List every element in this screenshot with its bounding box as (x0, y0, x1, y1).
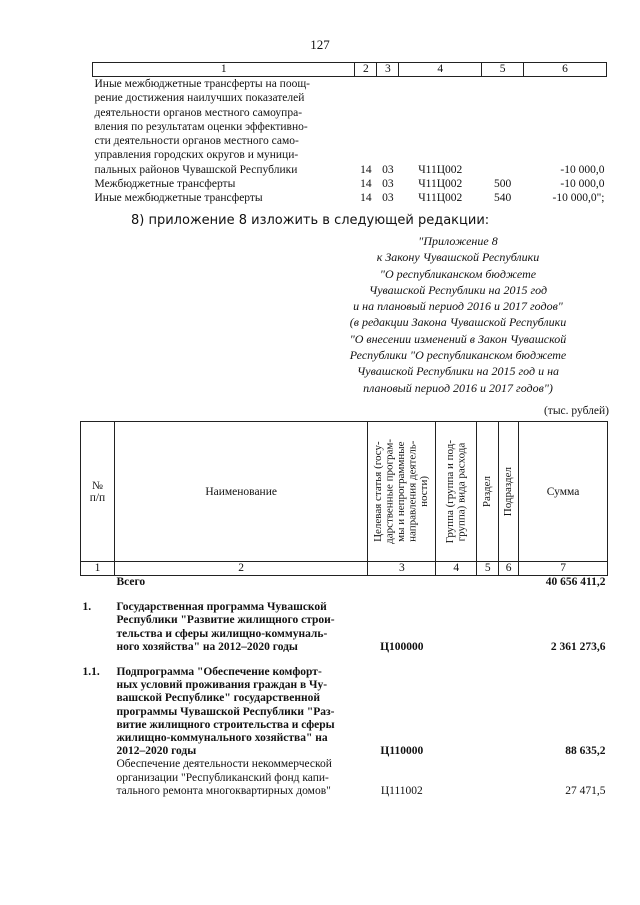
col-number: 3 (368, 562, 436, 576)
section-cell: 14 (360, 178, 372, 191)
target-cell: Ч11Ц002 (418, 163, 463, 176)
table-row (81, 758, 608, 798)
col-number: 6 (524, 63, 607, 77)
annex-line: (в редакции Закона Чувашской Республики (349, 315, 567, 330)
header-name: Наименование (114, 422, 367, 562)
header-section: Раздел (477, 422, 499, 562)
column-number-row (93, 63, 607, 77)
header-subsection: Подраздел (499, 422, 519, 562)
col-number: 2 (355, 63, 377, 77)
sum-cell: -10 000,0 (560, 163, 605, 176)
col-number: 1 (93, 63, 355, 77)
row-name: Подпрограмма "Обеспечение комфорт- ных условий проживания граждан в Чу- вашской Республике" государственной программы Чувашской Республики "Раз- витие жилищного строительства и сферы жилищно-коммунального хозяйства" на 2012–2020 годы (116, 666, 335, 758)
header-sum: Сумма (519, 422, 608, 562)
col-number: 2 (114, 562, 367, 576)
subsection-cell: 03 (382, 178, 394, 191)
target-cell: Ч11Ц002 (418, 192, 463, 205)
group-cell (482, 77, 524, 178)
header-expense-group: Группа (группа и под- группа) вида расхода (436, 422, 477, 562)
table-header-row (81, 422, 608, 562)
annex-line: Чувашской Республики на 2015 год (368, 282, 548, 297)
table-row (81, 601, 608, 654)
col-number: 5 (482, 63, 524, 77)
row-name: Иные межбюджетные трансферты на поощ- рение достижения наилучших показателей деятельности органов местного самоупра- вления по результатам оценки эффективно- сти деятельности органов местного само- управления городских округов и муници- пальных районов Чувашской Республики (94, 78, 311, 176)
subsection-cell: 03 (382, 163, 394, 176)
table-row (93, 177, 607, 191)
unit-label: (тыс. рублей) (543, 405, 609, 417)
header-target-article: Целевая статья (госу- дарственные програм- мы и непрограммные направления деятель- ности) (368, 422, 436, 562)
table-row (81, 666, 608, 758)
annex-line: к Закону Чувашской Республики (376, 250, 540, 265)
col-number: 1 (81, 562, 115, 576)
row-number: 1.1. (82, 666, 100, 679)
total-value: 40 656 411,2 (545, 576, 606, 588)
col-number: 6 (499, 562, 519, 576)
annex-line: "О внесении изменений в Закон Чувашской (349, 331, 567, 346)
section-cell: 14 (360, 163, 372, 176)
target-cell: Ч11Ц002 (418, 178, 463, 191)
subsection-cell: 03 (382, 192, 394, 205)
row-name: Иные межбюджетные трансферты (94, 192, 263, 205)
amendment-text: 8) приложение 8 изложить в следующей редакции: (131, 213, 490, 228)
sum-cell: 27 471,5 (565, 784, 606, 797)
row-name: Обеспечение деятельности некоммерческой организации "Республиканский фонд капи- тального ремонта многоквартирных домов" (116, 758, 332, 797)
annex-line: и на плановый период 2016 и 2017 годов" (353, 299, 563, 314)
row-number: 1. (82, 601, 92, 614)
annex-line: "Приложение 8 (418, 234, 498, 248)
annex-line: Республики "О республиканском бюджете (349, 348, 567, 363)
col-number: 4 (399, 63, 482, 77)
section-cell: 14 (360, 192, 372, 205)
target-cell: Ц110000 (380, 745, 424, 758)
header-num: № п/п (81, 422, 115, 562)
group-cell: 540 (494, 192, 512, 205)
row-name: Межбюджетные трансферты (94, 178, 236, 191)
col-number: 7 (519, 562, 608, 576)
row-name: Государственная программа Чувашской Республики "Развитие жилищного строи- тельства и сферы жилищно-коммуналь- ного хозяйства" на 2012–2020 годы (116, 601, 335, 653)
annex-line: плановый период 2016 и 2017 годов") (363, 380, 553, 395)
sum-cell: 88 635,2 (565, 745, 606, 758)
col-number: 4 (436, 562, 477, 576)
target-cell: Ц111002 (380, 784, 423, 797)
expenditure-table-continuation (92, 62, 607, 206)
annex-heading (300, 233, 616, 396)
page-number: 127 (310, 37, 330, 52)
table-row (93, 77, 607, 178)
row-number (81, 758, 115, 798)
sum-cell: -10 000,0 (560, 178, 605, 191)
annex-line: "О республиканском бюджете (379, 266, 537, 281)
total-label: Всего (116, 576, 146, 588)
budget-allocation-table (80, 421, 608, 798)
target-cell: Ц100000 (380, 640, 424, 653)
col-number: 3 (377, 63, 399, 77)
sum-cell: 2 361 273,6 (550, 640, 606, 653)
group-cell: 500 (494, 178, 512, 191)
annex-line: Чувашской Республики на 2015 год и на (356, 364, 560, 379)
column-number-row (81, 562, 608, 576)
table-row (93, 191, 607, 205)
sum-cell: -10 000,0"; (552, 192, 605, 205)
col-number: 5 (477, 562, 499, 576)
total-row (81, 576, 608, 590)
